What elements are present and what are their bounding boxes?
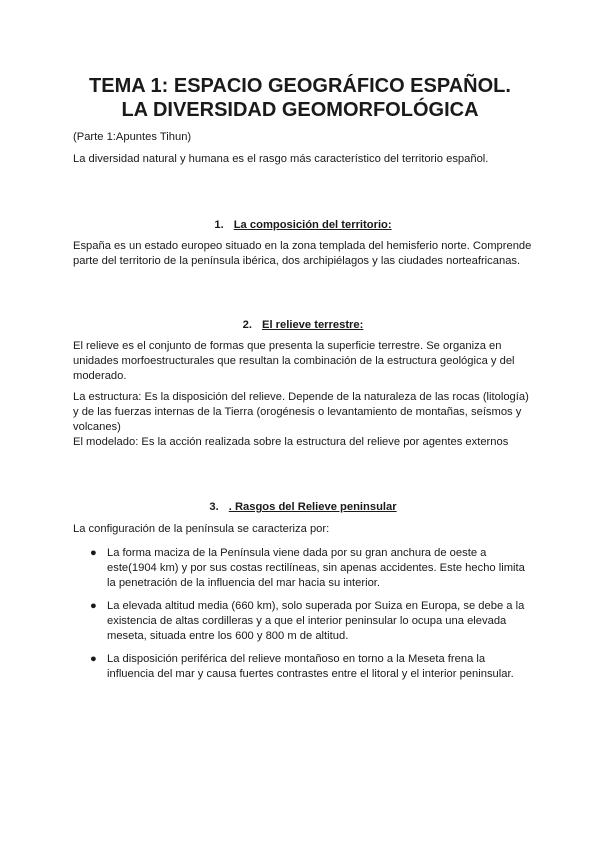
- section-2-paragraph-3: El modelado: Es la acción realizada sobre la estructura del relieve por agentes externos: [73, 436, 509, 448]
- title-line-1: TEMA 1: ESPACIO GEOGRÁFICO ESPAÑOL.: [89, 75, 511, 97]
- section-2-heading: [73, 318, 533, 333]
- section-title: El relieve terrestre:: [261, 319, 364, 331]
- subtitle: (Parte 1:Apuntes Tihun): [73, 131, 192, 143]
- section-3-heading: [73, 500, 533, 515]
- bullet-icon: ●: [90, 547, 97, 559]
- bullet-icon: ●: [90, 653, 97, 665]
- list-item-text: La forma maciza de la Península viene dada por su gran anchura de oeste a este(1904 km) y por sus costas rectilíneas, sin apenas accidentes. Este hecho limita la penetración de la influencia del mar hacia su interior.: [107, 547, 525, 589]
- features-list: [73, 546, 533, 690]
- section-1-heading: [73, 218, 533, 233]
- intro-paragraph: La diversidad natural y humana es el rasgo más característico del territorio español.: [73, 153, 489, 165]
- section-2-paragraph-1: El relieve es el conjunto de formas que presenta la superficie terrestre. Se organiza en unidades morfoestructurales que resultan la combinación de la estructura geológica y del moderado.: [73, 340, 515, 382]
- section-number: 3.: [209, 501, 219, 513]
- section-number: 2.: [242, 319, 252, 331]
- list-item: [73, 599, 533, 644]
- section-3-paragraph-1: La configuración de la península se caracteriza por:: [73, 523, 330, 535]
- document-title: [60, 74, 540, 122]
- section-number: 1.: [214, 219, 224, 231]
- list-item-text: La disposición periférica del relieve montañoso en torno a la Meseta frena la influencia del mar y causa fuertes contrastes entre el litoral y el interior peninsular.: [107, 653, 514, 680]
- section-title: . Rasgos del Relieve peninsular: [228, 501, 397, 513]
- list-item: [73, 652, 533, 682]
- bullet-icon: ●: [90, 600, 97, 612]
- section-title: La composición del territorio:: [233, 219, 392, 231]
- list-item: [73, 546, 533, 591]
- list-item-text: La elevada altitud media (660 km), solo superada por Suiza en Europa, se debe a la existencia de altas cordilleras y a que el interior peninsular lo ocupa una elevada meseta, situada entre los 600 y 800 m de altitud.: [107, 600, 525, 642]
- section-2-paragraph-2: La estructura: Es la disposición del relieve. Depende de la naturaleza de las rocas (litología) y de las fuerzas internas de la Tierra (orogénesis o levantamiento de montañas, seísmos y volcanes): [73, 391, 529, 433]
- section-1-paragraph-1: España es un estado europeo situado en la zona templada del hemisferio norte. Comprende parte del territorio de la península ibérica, dos archipiélagos y las ciudades norteafricanas.: [73, 240, 532, 267]
- title-line-2: LA DIVERSIDAD GEOMORFOLÓGICA: [121, 99, 479, 121]
